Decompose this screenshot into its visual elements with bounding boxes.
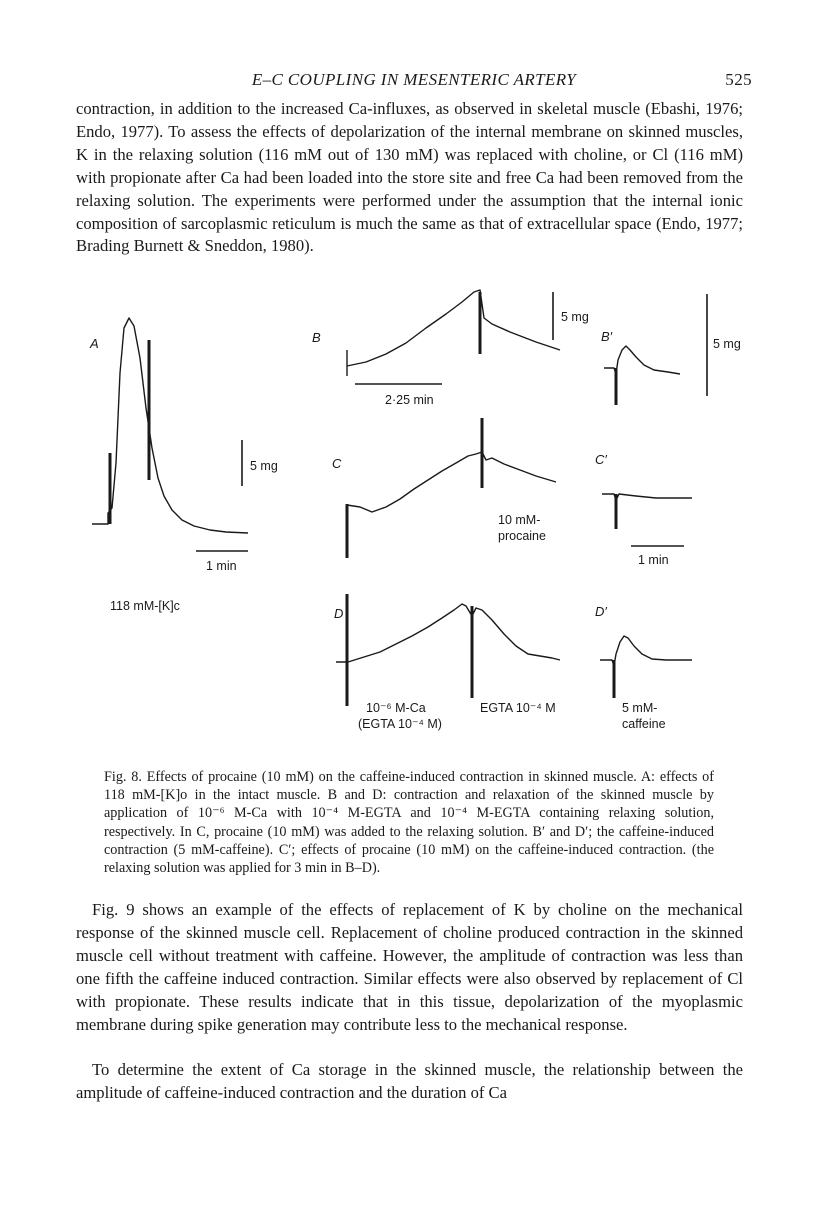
- figure-8-caption: Fig. 8. Effects of procaine (10 mM) on the caffeine-induced contraction in skinned muscle. A: effects of 118 mM-[K]o in the intact muscle. B and D: contraction and relaxation of the skinned muscle by application of 10⁻⁶ M-Ca with 10⁻⁴ M-EGTA and 10⁻⁴ M-EGTA containing relaxing solution, respectively. In C, procaine (10 mM) was added to the relaxing solution. B′ and D′; the caffeine-induced contraction (5 mM-caffeine). C′; effects of procaine (10 mM) on the caffeine-induced contraction. (the relaxing solution was applied for 3 min in B–D).: [104, 769, 714, 877]
- scale-label-b-prime-force: 5 mg: [713, 337, 741, 351]
- panel-label-c: C: [332, 456, 342, 471]
- running-head-title: E–C COUPLING IN MESENTERIC ARTERY: [251, 70, 577, 89]
- trace-c: [347, 452, 556, 512]
- body-paragraph-3: To determine the extent of Ca storage in the skinned muscle, the relationship between the amplitude of caffeine-induced contraction and the duration of Ca: [76, 1060, 743, 1102]
- label-d-ca-line2: (EGTA 10⁻⁴ M): [358, 717, 442, 731]
- panel-label-c-prime: C′: [595, 452, 607, 467]
- panel-label-d-prime: D′: [595, 604, 607, 619]
- panel-label-d: D: [334, 606, 344, 621]
- running-head: [76, 70, 752, 92]
- label-d-egta: EGTA 10⁻⁴ M: [480, 701, 556, 715]
- figure-8: [76, 288, 756, 743]
- figure-8-traces: [76, 288, 756, 738]
- page-number: 525: [725, 70, 752, 89]
- label-d-ca-line1: 10⁻⁶ M-Ca: [366, 701, 426, 715]
- scale-label-c-prime-time: 1 min: [638, 553, 669, 567]
- body-paragraph-2: Fig. 9 shows an example of the effects of replacement of K by choline on the mechanical response of the skinned muscle cell. Replacement of choline produced contraction in the skinned muscle cell without treatment with caffeine. However, the amplitude of contraction was less than one fifth the caffeine induced contraction. Similar effects were also observed by replacement of Cl with propionate. These results indicate that in this tissue, depolarization of the myoplasmic membrane during spike generation may contribute less to the mechanical response.: [76, 900, 743, 1034]
- label-d-prime-caffeine-line1: 5 mM-: [622, 701, 658, 715]
- label-c-procaine-line2: procaine: [498, 529, 546, 543]
- trace-a: [92, 318, 248, 533]
- scale-label-b-force: 5 mg: [561, 310, 589, 324]
- panel-label-a: A: [90, 336, 99, 351]
- label-a-stimulus: 118 mM-[K]c: [110, 599, 180, 613]
- panel-label-b: B: [312, 330, 321, 345]
- scale-label-b-time: 2·25 min: [385, 393, 434, 407]
- trace-d: [336, 604, 560, 662]
- label-d-prime-caffeine-line2: caffeine: [622, 717, 666, 731]
- label-c-procaine-line1: 10 mM-: [498, 513, 541, 527]
- trace-b: [347, 290, 560, 376]
- body-paragraph-1: contraction, in addition to the increased Ca-influxes, as observed in skeletal muscle (Ebashi, 1976; Endo, 1977). To assess the effects of depolarization of the internal membrane on skinned muscles, K in the relaxing solution (116 mM out of 130 mM) was replaced with choline, or Cl (116 mM) with propionate after Ca had been loaded into the store site and free Ca had been removed from the relaxing solution. The experiments were performed under the assumption that the internal ionic composition of sarcoplasmic reticulum is much the same as that of extracellular space (Endo, 1977; Brading Burnett & Sneddon, 1980).: [76, 99, 743, 256]
- panel-label-b-prime: B′: [601, 329, 613, 344]
- scale-label-a-force: 5 mg: [250, 459, 278, 473]
- scale-label-a-time: 1 min: [206, 559, 237, 573]
